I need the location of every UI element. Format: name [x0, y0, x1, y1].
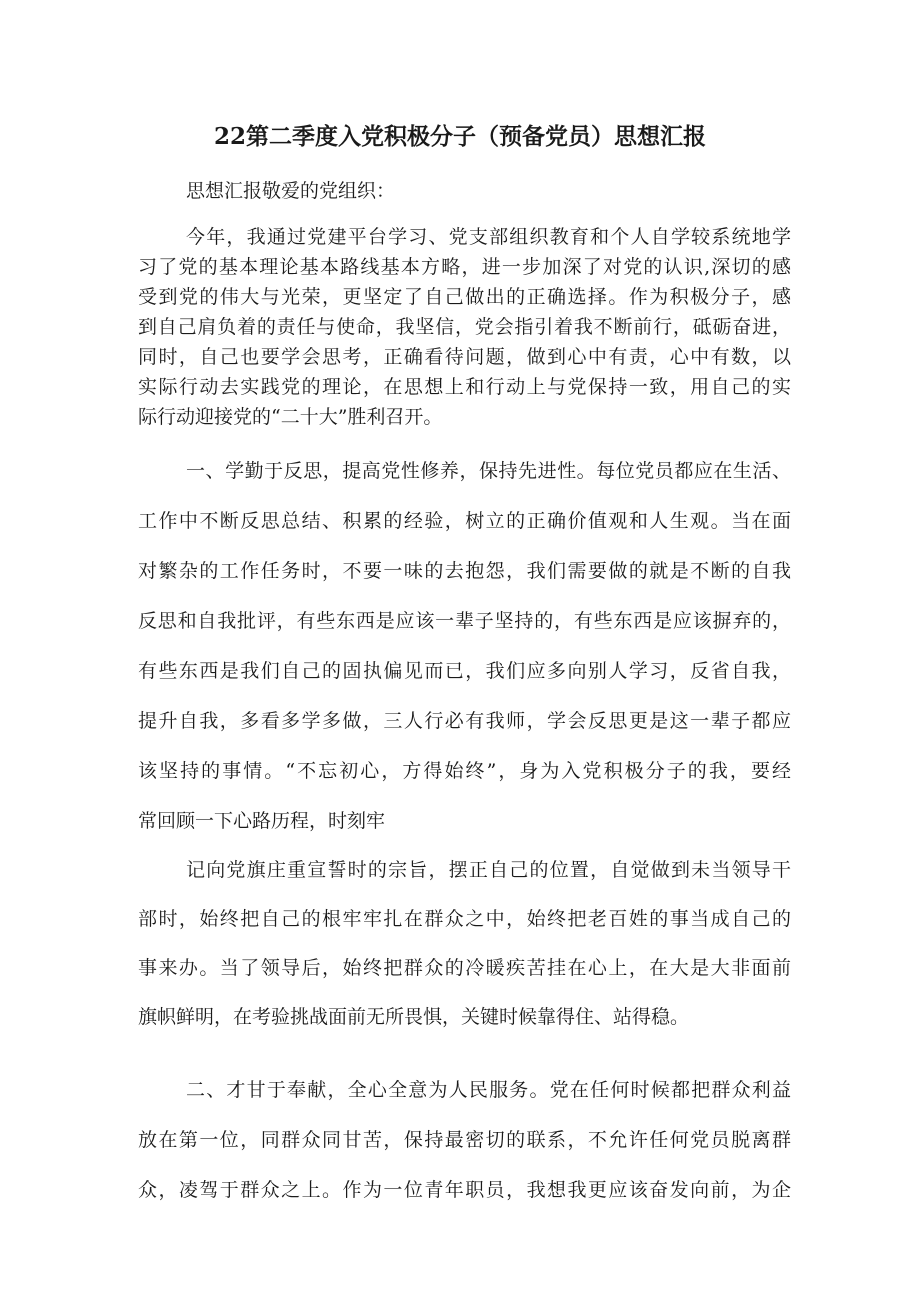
paragraph-4-line-2: 放在第一位，同群众同甘苦，保持最密切的联系，不允许任何党员脱离群	[138, 1129, 791, 1151]
paragraph-1-line-6: 实际行动去实践党的理论，在思想上和行动上与党保持一致，用自己的实	[138, 376, 791, 398]
paragraph-3-line-2: 部时，始终把自己的根牢牢扎在群众之中，始终把老百姓的事当成自己的	[138, 908, 791, 930]
paragraph-4-line-3: 众，凌驾于群众之上。作为一位青年职员，我想我更应该奋发向前，为企	[138, 1179, 791, 1201]
paragraph-3-line-1: 记向党旗庄重宣誓时的宗旨，摆正自己的位置，自觉做到未当领导干	[186, 859, 791, 881]
paragraph-1-line-5: 同时，自己也要学会思考，正确看待问题，做到心中有责，心中有数，以	[138, 346, 791, 368]
paragraph-2-line-4: 反思和自我批评，有些东西是应该一辈子坚持的，有些东西是应该摒弃的，	[138, 610, 791, 632]
paragraph-2-line-1: 一、学勤于反思，提高党性修养，保持先进性。每位党员都应在生活、	[186, 460, 791, 482]
paragraph-1-line-4: 到自己肩负着的责任与使命，我坚信，党会指引着我不断前行，砥砺奋进，	[138, 316, 791, 338]
paragraph-2-line-8: 常回顾一下心路历程，时刻牢	[138, 810, 386, 832]
paragraph-2-line-3: 对繁杂的工作任务时，不要一味的去抱怨，我们需要做的就是不断的自我	[138, 560, 791, 582]
paragraph-1-line-2: 习了党的基本理论基本路线基本方略，进一步加深了对党的认识,深切的感	[138, 256, 791, 278]
paragraph-4-line-1: 二、才甘于奉献，全心全意为人民服务。党在任何时候都把群众利益	[186, 1079, 791, 1101]
paragraph-2-line-2: 工作中不断反思总结、积累的经验，树立的正确价值观和人生观。当在面	[138, 510, 791, 532]
paragraph-3-line-3: 事来办。当了领导后，始终把群众的冷暖疾苦挂在心上，在大是大非面前	[138, 957, 791, 979]
document-title: 22第二季度入党积极分子（预备党员）思想汇报	[213, 123, 706, 150]
paragraph-3-line-4: 旗帜鲜明，在考验挑战面前无所畏惧，关键时候靠得住、站得稳。	[138, 1006, 690, 1028]
greeting: 思想汇报敬爱的党组织：	[186, 180, 396, 202]
paragraph-2-line-6: 提升自我，多看多学多做，三人行必有我师，学会反思更是这一辈子都应	[138, 710, 791, 732]
paragraph-1-line-3: 受到党的伟大与光荣，更坚定了自己做出的正确选择。作为积极分子，感	[138, 286, 791, 308]
paragraph-1-line-1: 今年，我通过党建平台学习、党支部组织教育和个人自学较系统地学	[186, 226, 791, 248]
paragraph-2-line-7: 该坚持的事情。“不忘初心，方得始终”，身为入党积极分子的我，要经	[138, 760, 791, 782]
paragraph-2-line-5: 有些东西是我们自己的固执偏见而已，我们应多向别人学习，反省自我，	[138, 660, 791, 682]
paragraph-1-line-7: 际行动迎接党的“二十大”胜利召开。	[138, 406, 443, 428]
